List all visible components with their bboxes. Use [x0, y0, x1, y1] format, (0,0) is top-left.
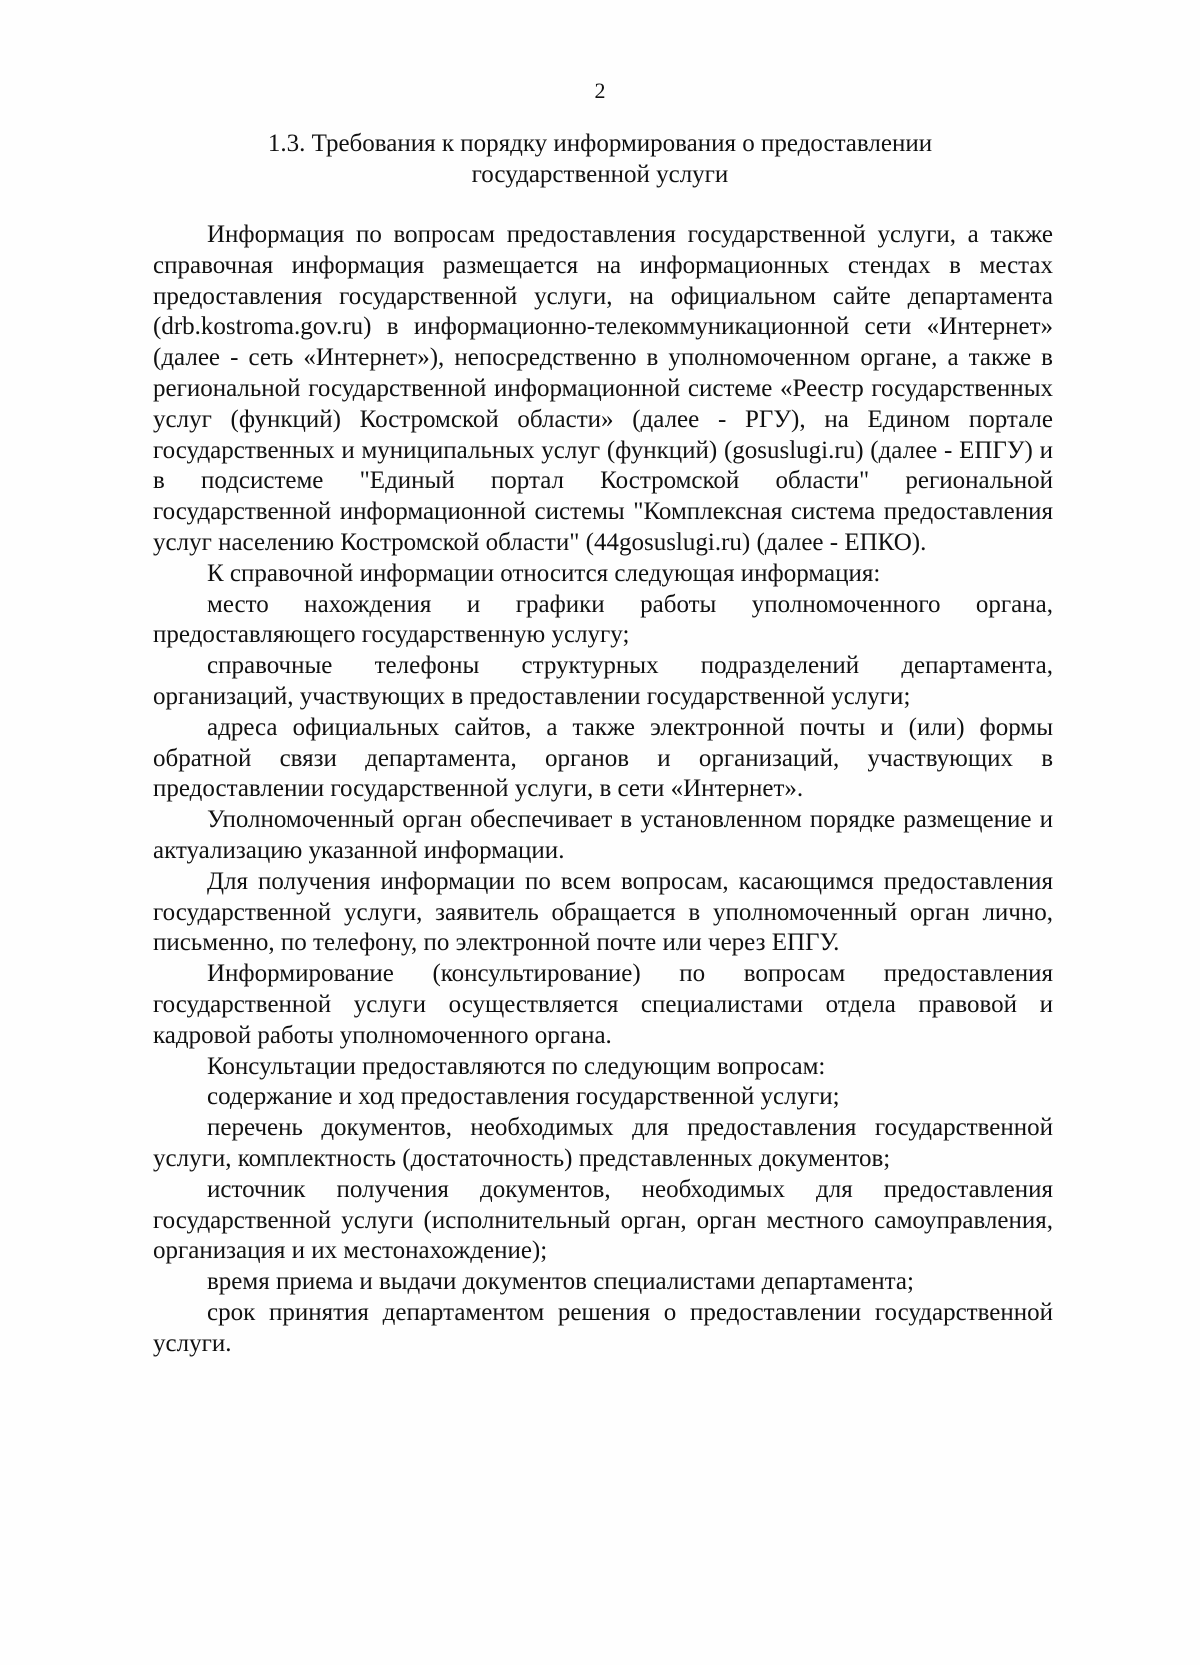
paragraph-topic-decision-term: срок принятия департаментом решения о предоставлении государственной услуги.	[153, 1298, 1053, 1357]
paragraph-location-schedule: место нахождения и графики работы уполномоченного органа, предоставляющего государственную услугу;	[153, 590, 1053, 649]
paragraph-website-addresses: адреса официальных сайтов, а также электронной почты и (или) формы обратной связи департамента, органов и организаций, участвующих в предоставлении государственной услуги, в сети «Интернет».	[153, 713, 1053, 803]
paragraph-reference-phones: справочные телефоны структурных подразделений департамента, организаций, участвующих в предоставлении государственной услуги;	[153, 652, 1053, 710]
paragraph-how-to-obtain-info: Для получения информации по всем вопросам, касающимся предоставления государственной услуги, заявитель обращается в уполномоченный орган лично, письменно, по телефону, по электронной почте или через ЕПГУ.	[153, 867, 1053, 957]
paragraph-reference-info-intro: К справочной информации относится следующая информация:	[207, 559, 881, 587]
paragraph-placement-duty: Уполномоченный орган обеспечивает в установленном порядке размещение и актуализацию указанной информации.	[153, 806, 1053, 864]
document-body	[153, 220, 1053, 1359]
page-number: 2	[594, 78, 606, 103]
paragraph-topic-progress: содержание и ход предоставления государственной услуги;	[207, 1083, 840, 1111]
section-heading-line: государственной услуги	[471, 161, 729, 188]
section-heading	[150, 128, 1050, 190]
paragraph-information-placement: Информация по вопросам предоставления государственной услуги, а также справочная информация размещается на информационных стендах в местах предоставления государственной услуги, на официальном сайте департамента (drb.kostroma.gov.ru) в информационно-телекоммуникационной сети «Интернет» (далее - сеть «Интернет»), непосредственно в уполномоченном органе, а также в региональной государственной информационной системе «Реестр государственных услуг (функций) Костромской области» (далее - РГУ), на Едином портале государственных и муниципальных услуг (функций) (gosuslugi.ru) (далее - ЕПГУ) и в подсистеме "Единый портал Костромской области" региональной государственной информационной системы "Комплексная система предоставления услуг населению Костромской области" (44gosuslugi.ru) (далее - ЕПКО).	[153, 221, 1053, 556]
paragraph-topic-documents-list: перечень документов, необходимых для предоставления государственной услуги, комплектность (достаточность) представленных документов;	[153, 1114, 1053, 1172]
paragraph-consultation-topics-intro: Консультации предоставляются по следующим вопросам:	[207, 1052, 826, 1080]
paragraph-topic-documents-source: источник получения документов, необходимых для предоставления государственной услуги (исполнительный орган, орган местного самоуправления, организация и их местонахождение);	[153, 1175, 1053, 1265]
section-heading-line: 1.3. Требования к порядку информирования о предоставлении	[267, 130, 933, 157]
paragraph-topic-reception-time: время приема и выдачи документов специалистами департамента;	[207, 1268, 914, 1296]
paragraph-consulting: Информирование (консультирование) по вопросам предоставления государственной услуги осуществляется специалистами отдела правовой и кадровой работы уполномоченного органа.	[153, 960, 1053, 1049]
